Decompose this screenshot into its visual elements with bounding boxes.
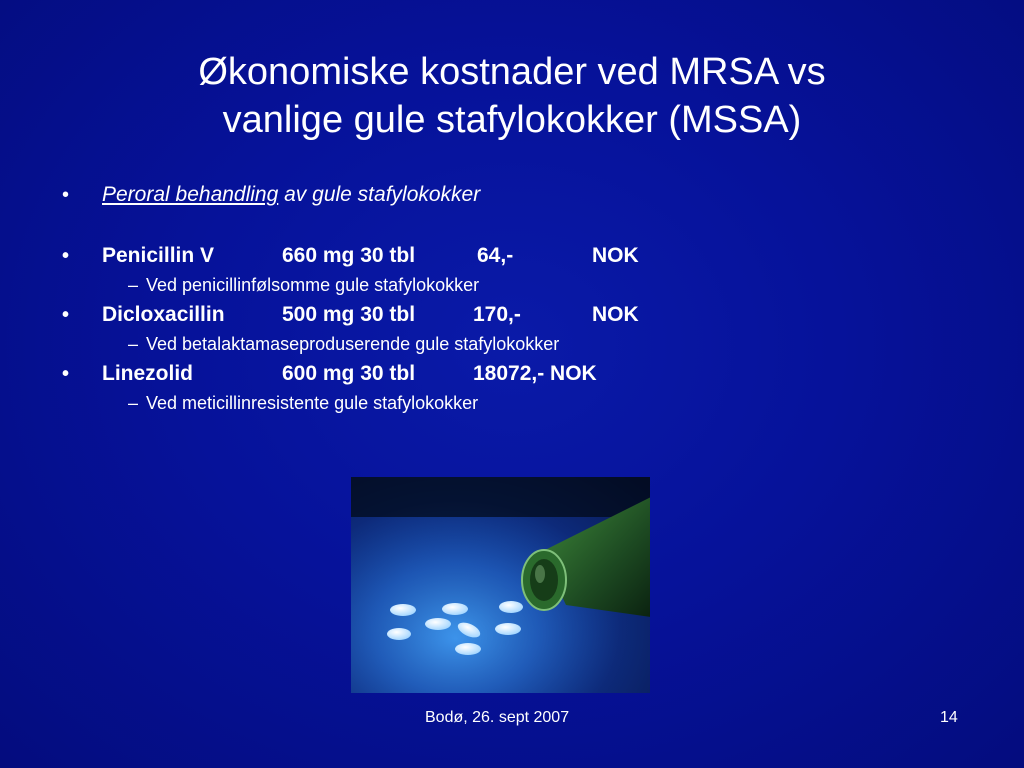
tablet: [442, 603, 468, 615]
drug-note-text: Ved betalaktamaseproduserende gule stafylokokker: [146, 334, 560, 354]
drug-name: Linezolid: [102, 362, 193, 385]
drug-note-text: Ved meticillinresistente gule stafylokokker: [146, 393, 479, 413]
title-line-1: Økonomiske kostnader ved MRSA vs: [198, 51, 826, 93]
drug-price: 18072,- NOK: [473, 362, 597, 385]
footer-place-date: Bodø, 26. sept 2007: [425, 709, 570, 726]
dark-background: [351, 477, 650, 517]
tablet: [455, 643, 481, 655]
intro-rest-text: av gule stafylokokker: [278, 183, 481, 206]
slide-title: [0, 48, 1024, 144]
tablet: [425, 618, 451, 630]
bullet-marker: •: [62, 363, 70, 385]
drug-currency: NOK: [592, 303, 639, 326]
drug-price: 64,-: [477, 244, 514, 267]
drug-price: 170,-: [473, 303, 521, 326]
tablet: [390, 604, 416, 616]
slide-number: 14: [940, 709, 958, 726]
drug-dose: 660 mg 30 tbl: [282, 244, 416, 267]
sub-bullet-dash: –: [128, 393, 139, 413]
tablet: [499, 601, 523, 613]
intro-underlined-text: Peroral behandling: [102, 183, 279, 206]
drug-note-text: Ved penicillinfølsomme gule stafylokokker: [146, 275, 480, 295]
bullet-marker: •: [62, 245, 70, 267]
drug-dose: 500 mg 30 tbl: [282, 303, 416, 326]
drug-name: Dicloxacillin: [102, 303, 225, 326]
drug-dose: 600 mg 30 tbl: [282, 362, 416, 385]
tablet: [387, 628, 411, 640]
bullet-marker: •: [62, 304, 70, 326]
sub-bullet-dash: –: [128, 334, 139, 354]
tablet: [495, 623, 521, 635]
drug-currency: NOK: [592, 244, 639, 267]
pill-bottle-photo: [351, 477, 650, 693]
bullet-marker: •: [62, 184, 70, 206]
title-line-2: vanlige gule stafylokokker (MSSA): [222, 99, 802, 141]
drug-name: Penicillin V: [102, 244, 215, 267]
pill-bottle-illustration: [351, 477, 650, 693]
sub-bullet-dash: –: [128, 275, 139, 295]
